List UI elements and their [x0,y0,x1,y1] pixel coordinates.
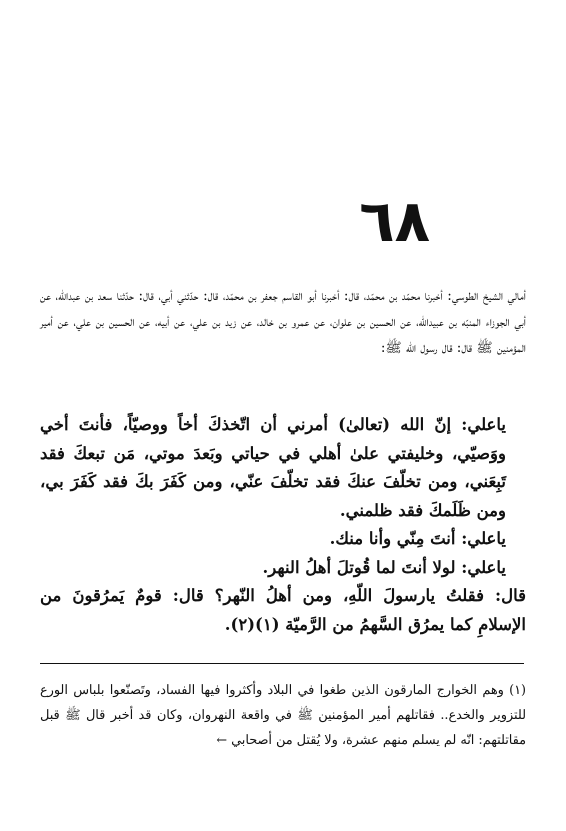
isnad-chain [40,284,526,361]
hadith-body [40,411,526,639]
hadith-paragraph-3: ياعلي: لولا أنتَ لما قُوتلَ أهلُ النهر. [262,557,506,577]
hadith-number: ٦٨ [359,187,430,255]
footnote-1: (١) وهم الخوارج المارقون الذين طغوا في البلاد وأكثروا فيها الفساد، وتَصنّعوا بلباس الورع للتزوير والخدع.. فقاتلهم أمير المؤمنين ﷺ في واقعة النهروان، وكان قد أخبر قال ﷺ قبل مقاتلتهم: انّه لم يسلم منهم عشرة، ولا يُقتل من أصحابي ← [40,683,526,748]
hadith-paragraph-1: ياعلي: إنّ الله (تعالىٰ) أمرني أن اتّخذكَ أخاً ووصيّاً، فأنتَ أخي ووَصيّي، وخليفتي علىٰ أهلي في حياتي وبَعدَ موتي، مَن تبعكَ فقد تَبِعَني، ومن تخلّفَ عنكَ فقد تخلّفَ عنّي، ومن كَفَرَ بكَ فقد كَفَرَ بي، ومن ظَلَمكَ فقد ظلمني. [40,415,506,520]
footnotes [40,678,526,753]
isnad-text: أمالي الشيخ الطوسي: أخبرنا محمّد بن محمّد، قال: أخبرنا أبو القاسم جعفر بن محمّد، قال: حدّثني أبي، قال: حدّثنا سعد بن عبدالله، عن أبي الجوزاء المنبّه بن عبيدالله، عن الحسين بن علوان، عن عمرو بن خالد، عن زيد بن علي، عن أبيه، عن الحسين بن علي، عن أمير المؤمنين ﷺ قال: قال رسول الله ﷺ: [40,288,526,356]
hadith-paragraph-4: قال: فقلتُ يارسولَ اللّهِ، ومن أهلُ النّهر؟ قال: قومٌ يَمرُقونَ من الإسلامِ كما يمرُق السَّهمُ من الرَّميّة (١)(٢). [40,586,526,634]
footnote-separator [40,663,524,664]
hadith-paragraph-2: ياعلي: أنتَ مِنّي وأنا منك. [329,529,506,548]
